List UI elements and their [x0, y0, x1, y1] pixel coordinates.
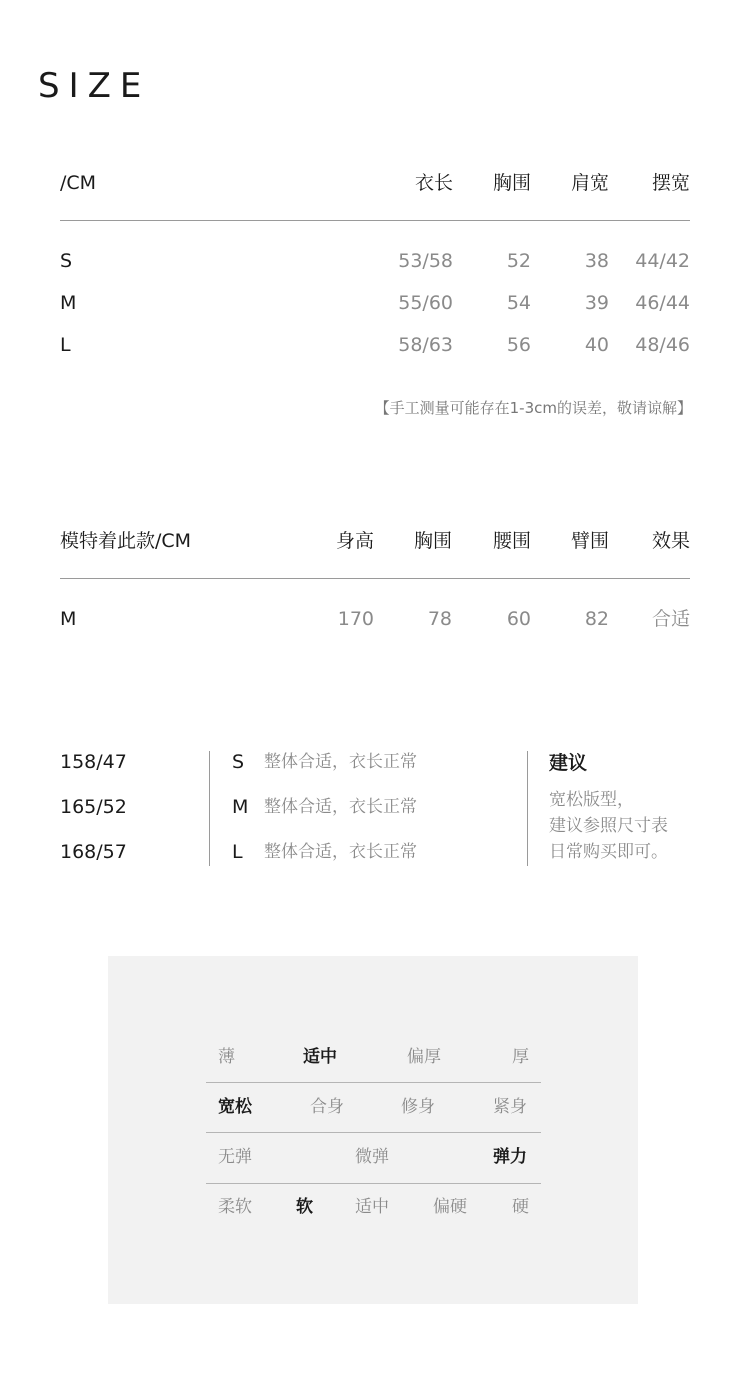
cell-chest: 78 — [427, 608, 452, 630]
cell-hem: 44/42 — [635, 250, 690, 272]
attr-option: 无弹 — [218, 1147, 252, 1167]
cell-chest: 52 — [506, 250, 531, 272]
page-title: SIZE — [38, 66, 151, 106]
attr-option: 薄 — [218, 1047, 235, 1067]
size-table-divider — [60, 220, 690, 221]
attr-option: 厚 — [512, 1047, 529, 1067]
height-weight: 168/57 — [60, 841, 127, 863]
attr-option: 偏厚 — [407, 1047, 441, 1067]
measurement-note: 【手工测量可能存在1-3cm的误差，敬请谅解】 — [374, 399, 692, 417]
advice-line: 宽松版型， — [549, 790, 634, 810]
size-unit-header: /CM — [60, 172, 97, 194]
attr-option: 适中 — [355, 1197, 389, 1217]
attr-divider — [206, 1082, 541, 1083]
cell-waist: 60 — [506, 608, 531, 630]
thickness-scale — [206, 1042, 541, 1072]
cell-shoulder: 38 — [584, 250, 609, 272]
fit-description: 整体合适，衣长正常 — [264, 752, 417, 772]
attr-option: 硬 — [512, 1197, 529, 1217]
table-row — [60, 604, 690, 634]
attr-divider — [206, 1132, 541, 1133]
cell-length: 55/60 — [398, 292, 453, 314]
fit-size: S — [232, 751, 245, 773]
list-item — [60, 837, 440, 867]
attr-divider — [206, 1183, 541, 1184]
height-weight: 158/47 — [60, 751, 127, 773]
fit-divider-right — [527, 751, 528, 866]
col-header-height: 身高 — [335, 530, 374, 552]
height-weight: 165/52 — [60, 796, 127, 818]
attr-option: 偏硬 — [433, 1197, 467, 1217]
attr-option: 微弹 — [355, 1147, 389, 1167]
fit-description: 整体合适，衣长正常 — [264, 797, 417, 817]
row-size: L — [60, 334, 71, 356]
size-table-header — [60, 168, 690, 198]
advice-line: 日常购买即可。 — [549, 842, 668, 862]
model-table-header — [60, 526, 690, 556]
model-table-divider — [60, 578, 690, 579]
cell-arm: 82 — [584, 608, 609, 630]
table-row — [60, 330, 690, 360]
col-header-length: 衣长 — [414, 172, 453, 194]
cell-effect: 合适 — [651, 608, 690, 630]
attr-option: 紧身 — [493, 1097, 527, 1117]
fit-description: 整体合适，衣长正常 — [264, 842, 417, 862]
cell-chest: 54 — [506, 292, 531, 314]
col-header-waist: 腰围 — [492, 530, 531, 552]
attr-option: 宽松 — [218, 1097, 252, 1117]
attr-option: 适中 — [303, 1047, 337, 1067]
elasticity-scale — [206, 1142, 541, 1172]
cell-length: 58/63 — [398, 334, 453, 356]
fabric-attributes-panel — [108, 956, 638, 1304]
cell-shoulder: 40 — [584, 334, 609, 356]
model-header: 模特着此款/CM — [60, 530, 192, 552]
row-size: S — [60, 250, 73, 272]
cell-shoulder: 39 — [584, 292, 609, 314]
attr-option: 弹力 — [493, 1147, 527, 1167]
cell-height: 170 — [337, 608, 374, 630]
col-header-arm: 臂围 — [570, 530, 609, 552]
col-header-hem: 摆宽 — [651, 172, 690, 194]
attr-option: 柔软 — [218, 1197, 252, 1217]
advice-title: 建议 — [549, 752, 588, 774]
fit-size: L — [232, 841, 243, 863]
cell-length: 53/58 — [398, 250, 453, 272]
fit-scale — [206, 1092, 541, 1122]
fit-size: M — [232, 796, 249, 818]
attr-option: 修身 — [401, 1097, 435, 1117]
cell-hem: 48/46 — [635, 334, 690, 356]
col-header-effect: 效果 — [651, 530, 690, 552]
row-size: M — [60, 608, 77, 630]
attr-option: 合身 — [310, 1097, 344, 1117]
list-item — [60, 747, 440, 777]
col-header-chest: 胸围 — [413, 530, 452, 552]
col-header-shoulder: 肩宽 — [570, 172, 609, 194]
cell-hem: 46/44 — [635, 292, 690, 314]
table-row — [60, 246, 690, 276]
row-size: M — [60, 292, 77, 314]
col-header-chest: 胸围 — [492, 172, 531, 194]
attr-option: 软 — [296, 1197, 313, 1217]
softness-scale — [206, 1192, 541, 1222]
cell-chest: 56 — [506, 334, 531, 356]
list-item — [60, 792, 440, 822]
advice-line: 建议参照尺寸表 — [549, 816, 668, 836]
table-row — [60, 288, 690, 318]
